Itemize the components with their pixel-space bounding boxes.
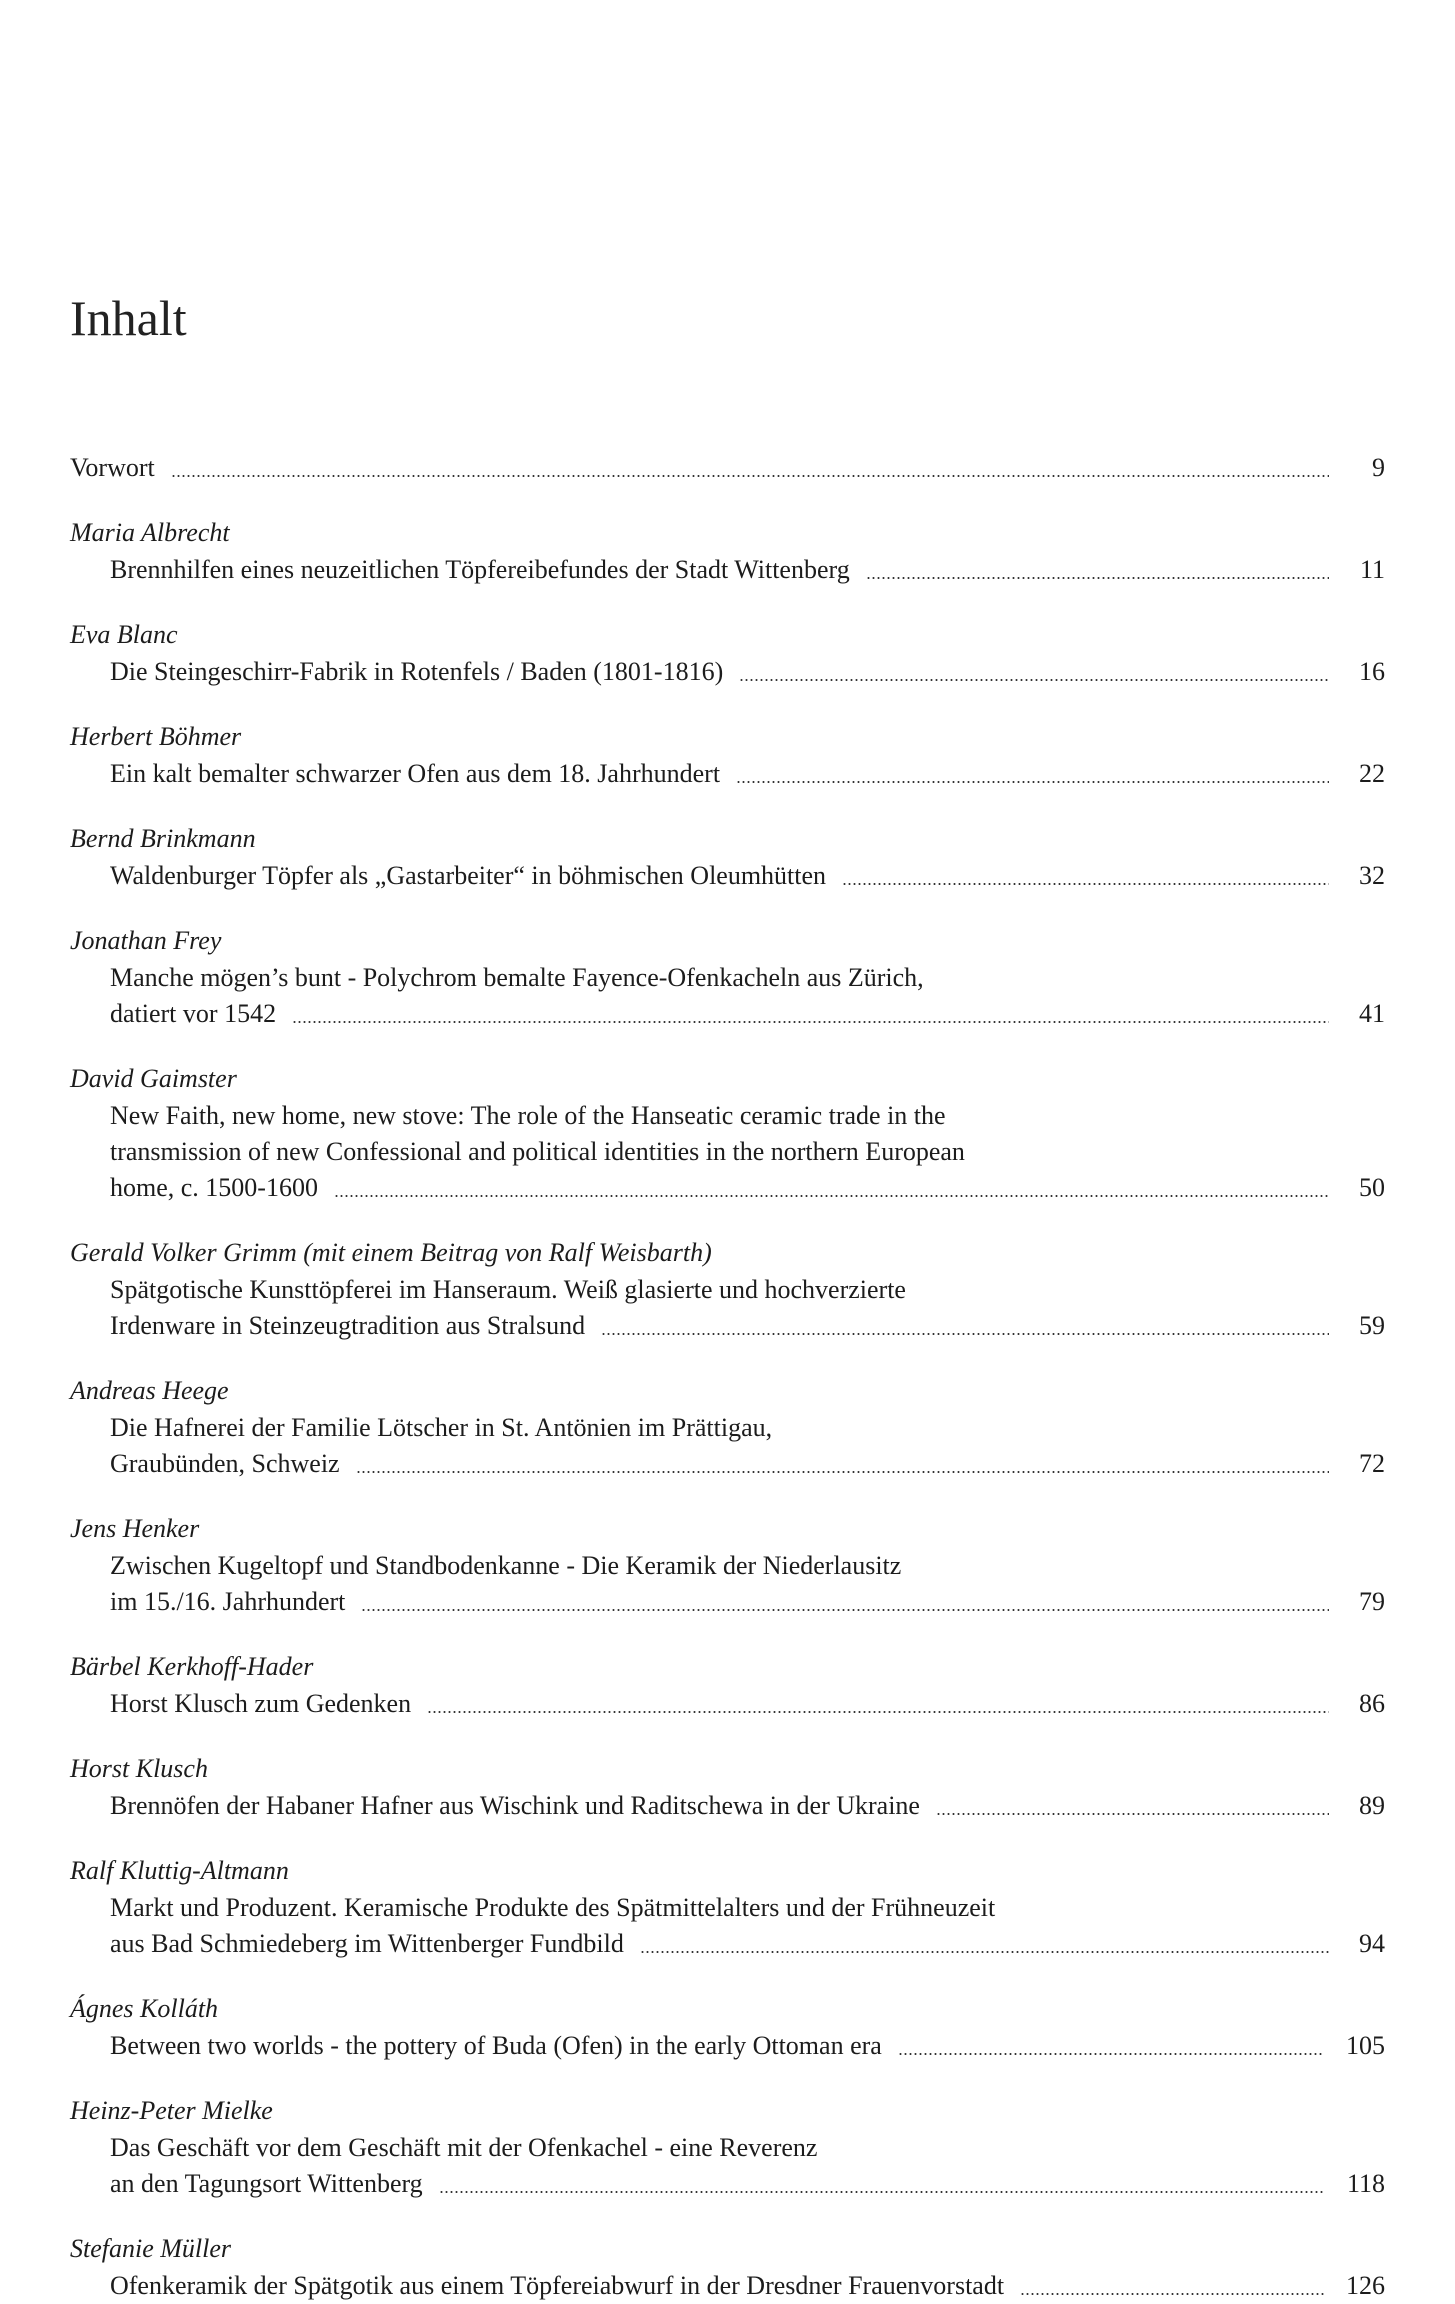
entry-title-line (70, 1686, 1385, 1722)
toc-entry (70, 718, 1385, 792)
leader-dots (640, 1951, 1329, 1953)
toc-entry (70, 1750, 1385, 1824)
leader-dots (936, 1813, 1329, 1815)
entry-title-text: transmission of new Confessional and political identities in the northern European (110, 1137, 965, 1166)
entry-title-line (70, 2268, 1385, 2304)
toc-entry (70, 514, 1385, 588)
entry-title-line (70, 996, 1385, 1032)
entry-author: David Gaimster (70, 1064, 237, 1093)
entry-title-text: datiert vor 1542 (110, 999, 277, 1028)
entry-title-text: Between two worlds - the pottery of Buda (Ofen) in the early Ottoman era (110, 2031, 882, 2060)
entry-title-line (70, 2028, 1385, 2064)
entry-title-text: Die Hafnerei der Familie Lötscher in St. Antönien im Prättigau, (110, 1413, 773, 1442)
toc-entry (70, 1648, 1385, 1722)
page-number: 50 (1359, 1173, 1385, 1202)
entry-title-text: an den Tagungsort Wittenberg (110, 2169, 423, 2198)
entry-title-text: Horst Klusch zum Gedenken (110, 1689, 412, 1718)
toc-entry (70, 2092, 1385, 2202)
entry-title-text: Spätgotische Kunsttöpferei im Hanseraum. Weiß glasierte und hochverzierte (110, 1275, 906, 1304)
entry-title-text: home, c. 1500-1600 (110, 1173, 318, 1202)
leader-dots (356, 1471, 1329, 1473)
entry-title-text: Irdenware in Steinzeugtradition aus Stralsund (110, 1311, 586, 1340)
entry-author: Jonathan Frey (70, 926, 222, 955)
entry-author: Stefanie Müller (70, 2234, 232, 2263)
entry-title-text: Brennöfen der Habaner Hafner aus Wischink und Raditschewa in der Ukraine (110, 1791, 920, 1820)
entry-title-line (70, 1788, 1385, 1824)
page-number: 118 (1346, 2169, 1385, 2198)
entry-author: Jens Henker (70, 1514, 200, 1543)
leader-dots (866, 577, 1329, 579)
page-number: 16 (1359, 657, 1385, 686)
page-number: 11 (1359, 555, 1385, 584)
page-number: 79 (1359, 1587, 1385, 1616)
leader-dots (601, 1333, 1329, 1335)
entry-title-text: Brennhilfen eines neuzeitlichen Töpfereibefundes der Stadt Wittenberg (110, 555, 850, 584)
leader-dots (427, 1711, 1329, 1713)
entry-title-text: Ein kalt bemalter schwarzer Ofen aus dem 18. Jahrhundert (110, 759, 721, 788)
toc-entry (70, 2230, 1385, 2304)
leader-dots (736, 781, 1329, 783)
entry-author: Bärbel Kerkhoff-Hader (70, 1652, 314, 1681)
leader-dots (739, 679, 1329, 681)
entry-title-text: New Faith, new home, new stove: The role of the Hanseatic ceramic trade in the (110, 1101, 946, 1130)
entry-author: Herbert Böhmer (70, 722, 242, 751)
toc-entry (70, 922, 1385, 1032)
leader-dots (1020, 2293, 1324, 2295)
page-number: 9 (1372, 453, 1385, 482)
toc-entry (70, 820, 1385, 894)
leader-dots (898, 2053, 1324, 2055)
entry-title-line (70, 1446, 1385, 1482)
entry-title-line (70, 654, 1385, 690)
page-number: 41 (1359, 999, 1385, 1028)
page-number: 59 (1359, 1311, 1385, 1340)
entry-author: Maria Albrecht (70, 518, 230, 547)
entry-title-line (70, 2166, 1385, 2202)
page-number: 126 (1346, 2271, 1385, 2300)
entry-title-line (70, 960, 1385, 996)
entry-title-text: Manche mögen’s bunt - Polychrom bemalte Fayence-Ofenkacheln aus Zürich, (110, 963, 924, 992)
entry-title-line (70, 756, 1385, 792)
page-number: 22 (1359, 759, 1385, 788)
entry-title-line (70, 1584, 1385, 1620)
toc-entry (70, 1990, 1385, 2064)
entry-author: Ágnes Kolláth (70, 1994, 219, 2023)
entry-title-text: aus Bad Schmiedeberg im Wittenberger Fundbild (110, 1929, 624, 1958)
entry-author: Gerald Volker Grimm (mit einem Beitrag von Ralf Weisbarth) (70, 1238, 712, 1267)
entry-title-line (70, 1272, 1385, 1308)
entry-title-line (70, 1926, 1385, 1962)
toc-entry (70, 616, 1385, 690)
entry-title-line (70, 1890, 1385, 1926)
entry-title-text: Markt und Produzent. Keramische Produkte des Spätmittelalters und der Frühneuzeit (110, 1893, 996, 1922)
entry-title-line (70, 2130, 1385, 2166)
entry-author: Heinz-Peter Mielke (70, 2096, 273, 2125)
page-title: Inhalt (70, 290, 187, 346)
page-number: 105 (1346, 2031, 1385, 2060)
entry-title-line (70, 1134, 1385, 1170)
entry-title-line (70, 1410, 1385, 1446)
table-of-contents (70, 450, 1385, 2304)
entry-title-line (70, 1548, 1385, 1584)
leader-dots (171, 475, 1329, 477)
leader-dots (842, 883, 1329, 885)
page-number: 94 (1359, 1929, 1385, 1958)
entry-title-line (70, 1308, 1385, 1344)
page-number: 89 (1359, 1791, 1385, 1820)
entry-title-line (70, 858, 1385, 894)
toc-entry-preface (70, 450, 1385, 486)
toc-entry (70, 1234, 1385, 1344)
entry-author: Horst Klusch (70, 1754, 208, 1783)
page-number: 86 (1359, 1689, 1385, 1718)
leader-dots (334, 1195, 1329, 1197)
leader-dots (361, 1609, 1329, 1611)
page-number: 72 (1359, 1449, 1385, 1478)
leader-dots (292, 1021, 1329, 1023)
entry-title-text: Graubünden, Schweiz (110, 1449, 340, 1478)
toc-entry (70, 1060, 1385, 1206)
entry-title-text: Waldenburger Töpfer als „Gastarbeiter“ in böhmischen Oleumhütten (110, 861, 827, 890)
entry-title-text: im 15./16. Jahrhundert (110, 1587, 346, 1616)
entry-author: Eva Blanc (70, 620, 178, 649)
toc-entry (70, 1372, 1385, 1482)
entry-author: Andreas Heege (70, 1376, 229, 1405)
entry-title-text: Ofenkeramik der Spätgotik aus einem Töpfereiabwurf in der Dresdner Frauenvorstadt (110, 2271, 1005, 2300)
entry-title-text: Das Geschäft vor dem Geschäft mit der Ofenkachel - eine Reverenz (110, 2133, 818, 2162)
page-number: 32 (1359, 861, 1385, 890)
toc-entry (70, 1852, 1385, 1962)
entry-title-line (70, 552, 1385, 588)
entry-title-line (70, 1170, 1385, 1206)
preface-title: Vorwort (70, 453, 155, 482)
entry-title-text: Die Steingeschirr-Fabrik in Rotenfels / Baden (1801-1816) (110, 657, 724, 686)
entry-title-line (70, 1098, 1385, 1134)
entry-title-text: Zwischen Kugeltopf und Standbodenkanne - Die Keramik der Niederlausitz (110, 1551, 902, 1580)
entry-author: Ralf Kluttig-Altmann (70, 1856, 289, 1885)
toc-entry (70, 1510, 1385, 1620)
leader-dots (439, 2191, 1325, 2193)
entry-author: Bernd Brinkmann (70, 824, 256, 853)
